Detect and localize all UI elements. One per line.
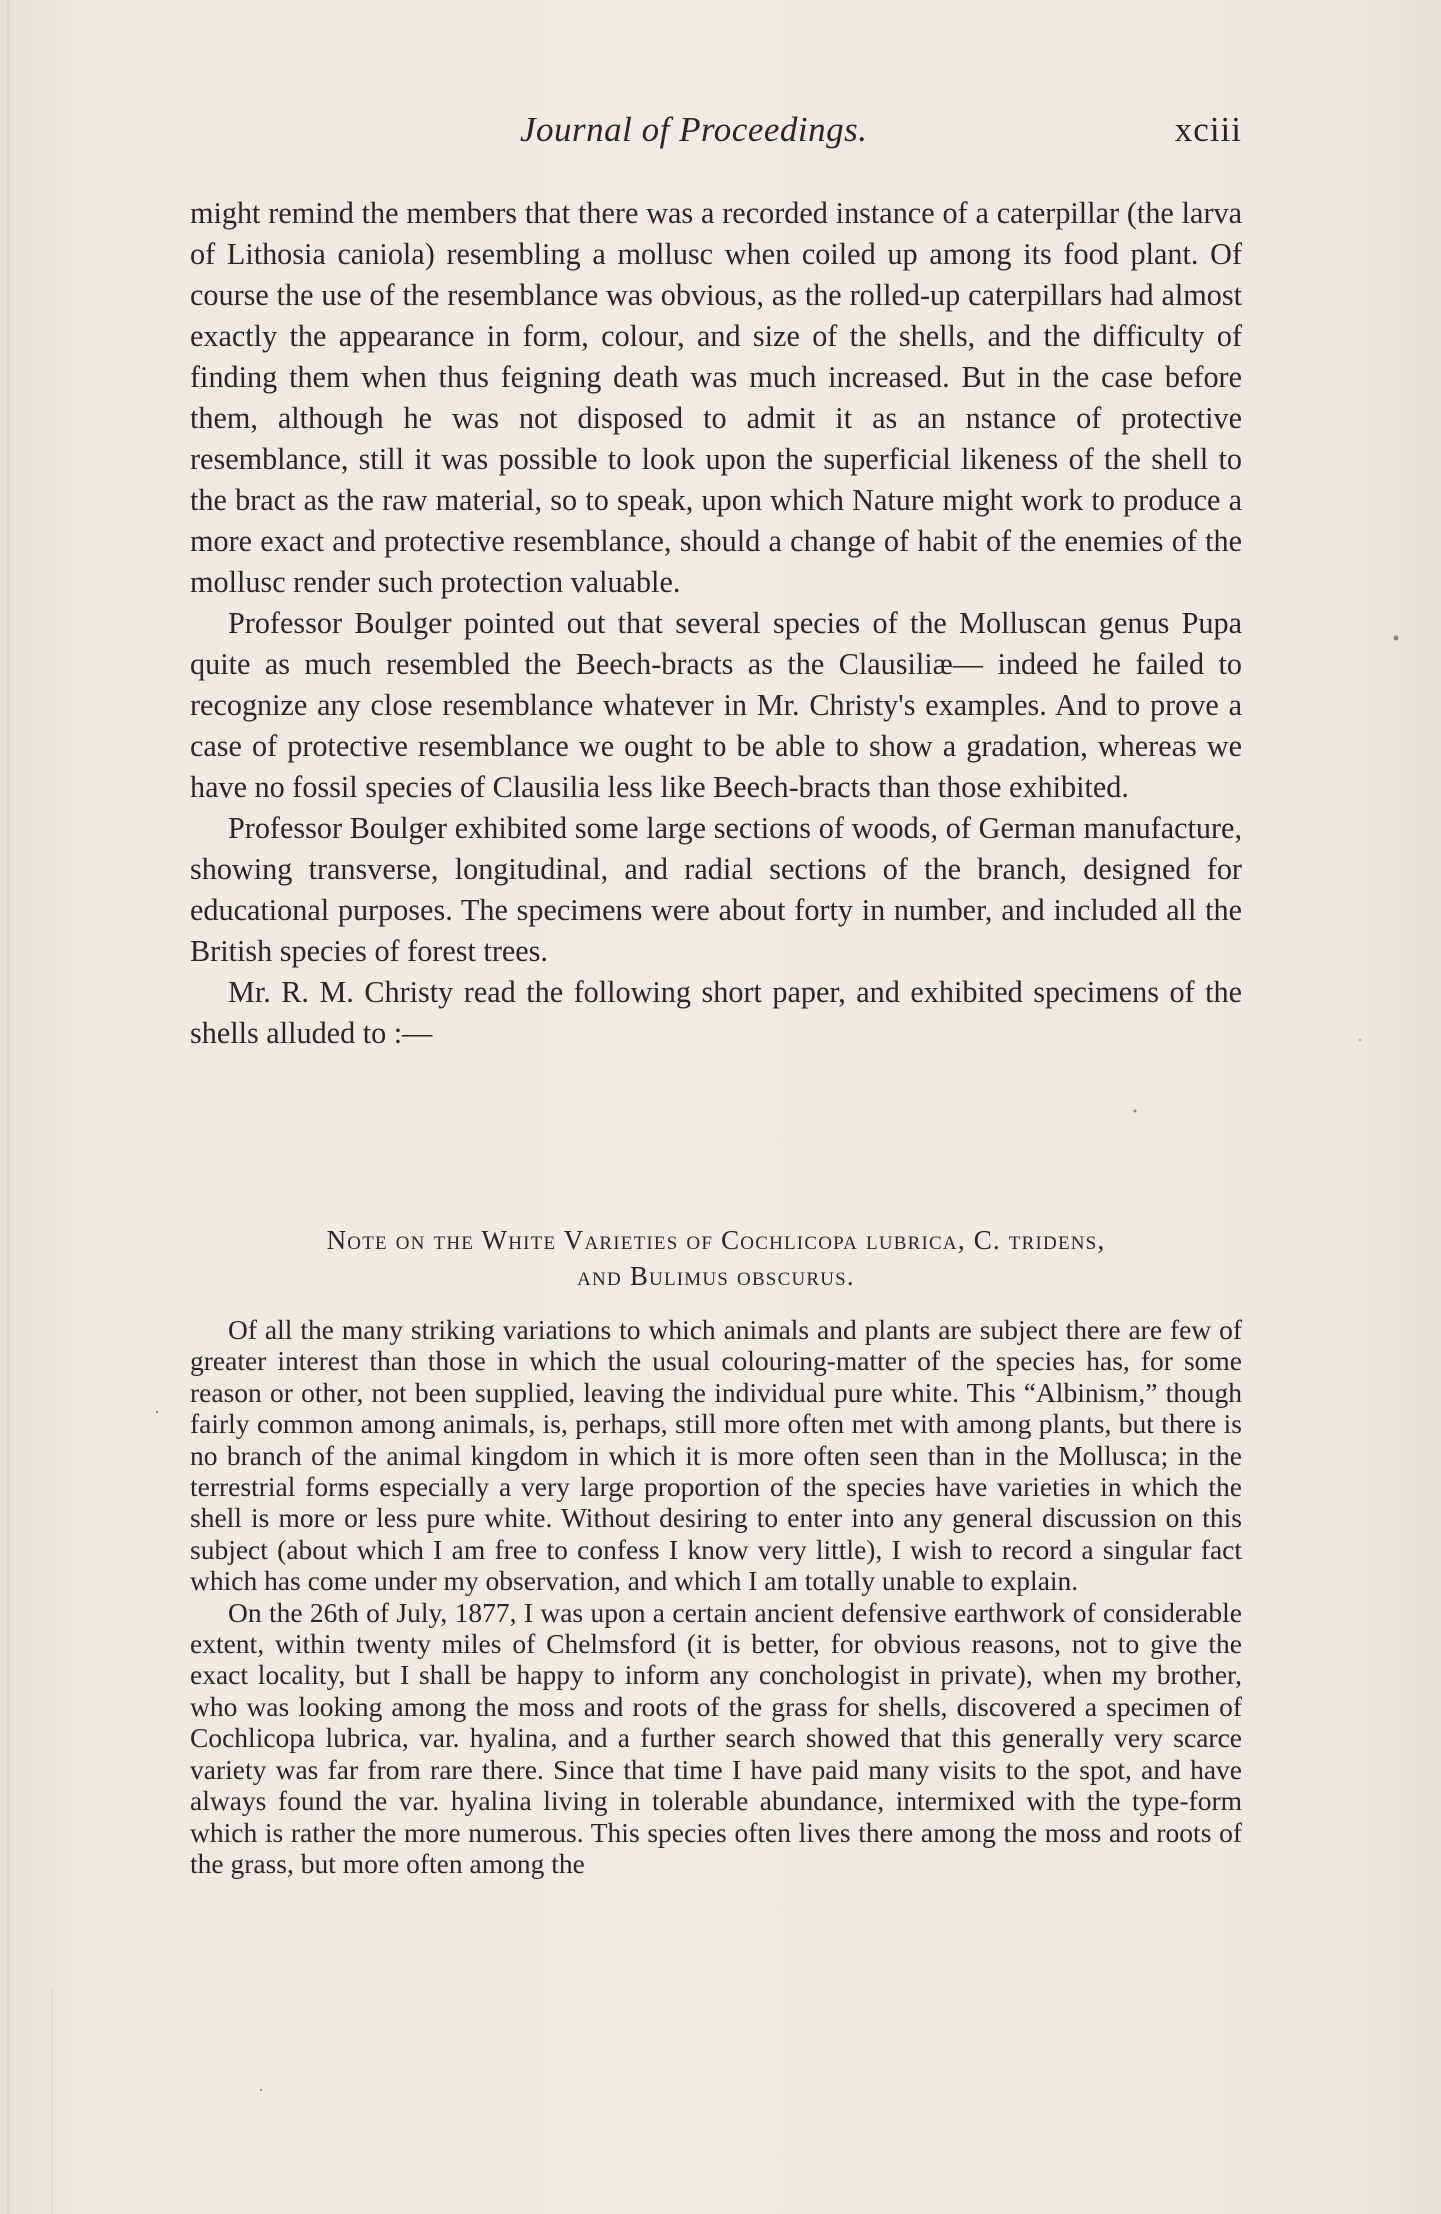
paragraph: Professor Boulger exhibited some large sections of woods, of German manufacture, showing transverse, longitudinal, and radial sections of the branch, designed for educational purposes. The specimens were about forty in number, and included all the British species of forest trees.	[190, 811, 1242, 968]
article-title	[190, 1222, 1242, 1294]
running-header	[190, 110, 1242, 160]
paragraph: Of all the many striking variations to which animals and plants are subject there are few of greater interest than those in which the usual colouring-matter of the species has, for some reason or other, not been supplied, leaving the individual pure white. This “Albinism,” though fairly common among animals, is, perhaps, still more often met with among plants, but there is no branch of the animal kingdom in which it is more often seen than in the Mollusca; in the terrestrial forms especially a very large proportion of the species have varieties in which the shell is more or less pure white. Without desiring to enter into any general discussion on this subject (about which I am free to confess I know very little), I wish to record a singular fact which has come under my observation, and which I am totally unable to explain.	[190, 1314, 1242, 1597]
paragraph: On the 26th of July, 1877, I was upon a certain ancient defensive earthwork of considerable extent, within twenty miles of Chelmsford (it is better, for obvious reasons, not to give the exact locality, but I shall be happy to inform any conchologist in private), when my brother, who was looking among the moss and roots of the grass for shells, discovered a specimen of Cochlicopa lubrica, var. hyalina, and a further search showed that this generally very scarce variety was far from rare there. Since that time I have paid many visits to the spot, and have always found the var. hyalina living in tolerable abundance, intermixed with the type-form which is rather the more numerous. This species often lives there among the moss and roots of the grass, but more often among the	[190, 1596, 1242, 1879]
page-number: xciii	[1174, 110, 1242, 149]
paragraph: Mr. R. M. Christy read the following short paper, and exhibited specimens of the shells alluded to :—	[190, 975, 1242, 1050]
running-title: Journal of Proceedings.	[520, 110, 868, 149]
article-title-line: and Bulimus obscurus.	[577, 1261, 855, 1291]
article-text	[190, 1314, 1242, 1879]
discussion-text	[190, 193, 1242, 1054]
paragraph: Professor Boulger pointed out that several species of the Molluscan genus Pupa quite as much resembled the Beech-bracts as the Clausiliæ— indeed he failed to recognize any close resemblance whatever in Mr. Christy's examples. And to prove a case of protective resemblance we ought to be able to show a gradation, whereas we have no fossil species of Clausilia less like Beech-bracts than those exhibited.	[190, 606, 1242, 804]
paragraph: might remind the members that there was a recorded instance of a caterpillar (the larva of Lithosia caniola) resembling a mollusc when coiled up among its food plant. Of course the use of the resemblance was obvious, as the rolled-up caterpillars had almost exactly the appearance in form, colour, and size of the shells, and the difficulty of finding them when thus feigning death was much increased. But in the case before them, although he was not disposed to admit it as an nstance of protective resemblance, still it was possible to look upon the superficial likeness of the shell to the bract as the raw material, so to speak, upon which Nature might work to produce a more exact and protective resemblance, should a change of habit of the enemies of the mollusc render such protection valuable.	[190, 196, 1242, 599]
article-title-line: Note on the White Varieties of Cochlicopa lubrica, C. tridens,	[326, 1225, 1106, 1255]
